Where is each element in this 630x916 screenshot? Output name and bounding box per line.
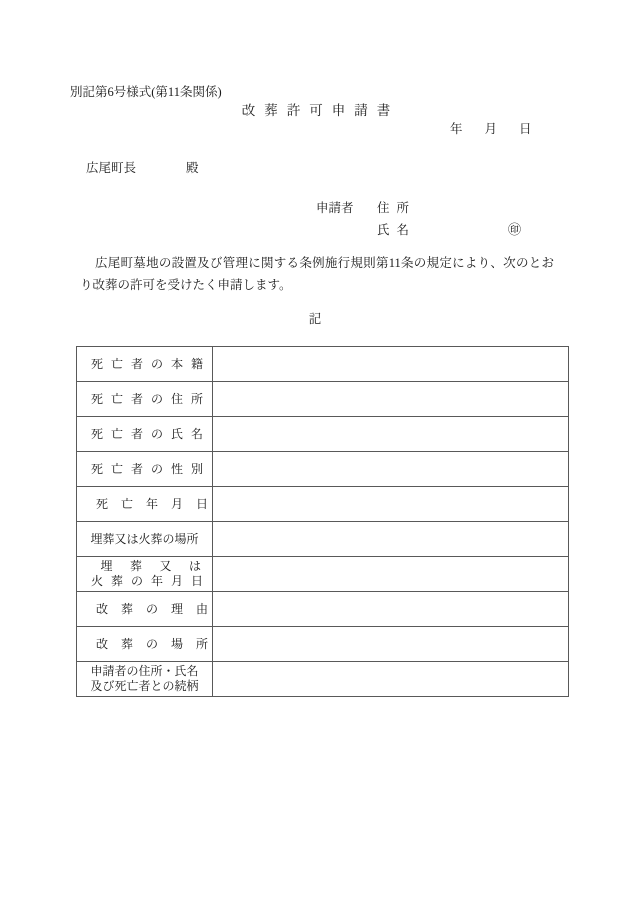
table-row (77, 592, 569, 627)
table-row-value[interactable] (213, 557, 569, 592)
table-row (77, 347, 569, 382)
table-row-label-text: 死亡者の氏名 (91, 427, 212, 441)
table-row-label (77, 627, 222, 662)
applicant-block (316, 197, 522, 241)
addressee-name: 広尾町長 (86, 161, 137, 175)
table-row (77, 662, 569, 697)
table-row-label (77, 452, 213, 487)
table-row-value[interactable] (213, 417, 569, 452)
table-row (77, 417, 569, 452)
table-row-label (77, 382, 213, 417)
seal-icon: ㊞ (508, 222, 522, 237)
table-row-label-text: 死亡者の本籍 (91, 357, 212, 371)
table-row-value[interactable] (213, 522, 569, 557)
addressee-honorific: 殿 (186, 161, 199, 175)
table-row-label-text (83, 664, 206, 694)
addressee (86, 160, 199, 177)
table-row-label (77, 347, 213, 382)
table-row-label (77, 557, 219, 592)
table-row-value[interactable] (213, 452, 569, 487)
table-row-label (77, 522, 213, 557)
table-row-label (77, 662, 213, 697)
applicant-group-label: 申請者 (316, 201, 354, 215)
table-row-label-line2: 及び死亡者との続柄 (90, 679, 199, 693)
date-blank-line (428, 121, 554, 138)
table-row (77, 557, 569, 592)
table-row (77, 487, 569, 522)
form-number: 別記第6号様式(第11条関係) (70, 85, 222, 99)
applicant-address-label: 住所 (377, 201, 417, 215)
table-row-label (77, 487, 222, 522)
table-row-label-text: 埋葬又は火葬の場所 (90, 532, 199, 546)
ki-marker: 記 (308, 312, 322, 326)
table-row-label-text: 改葬の理由 (96, 602, 222, 616)
date-blank-text: 年月日 (450, 122, 554, 136)
applicant-name-label: 氏名 (377, 223, 417, 237)
table-row-label-line1: 申請者の住所・氏名 (90, 664, 199, 678)
table-row-label (77, 417, 213, 452)
page-title-text: 改葬許可申請書 (241, 103, 400, 118)
table-row-value[interactable] (213, 662, 569, 697)
page-title (0, 102, 630, 120)
table-row (77, 627, 569, 662)
table-row-label-text: 死亡年月日 (96, 497, 222, 511)
application-table (76, 346, 569, 697)
table-row-label (77, 592, 222, 627)
table-row-value[interactable] (213, 347, 569, 382)
table-row-value[interactable] (213, 382, 569, 417)
table-row-label-text: 改葬の場所 (96, 637, 222, 651)
table-row-label-text (83, 559, 219, 589)
table-row-label-line1: 埋葬又は (100, 559, 219, 573)
body-paragraph: 広尾町墓地の設置及び管理に関する条例施行規則第11条の規定により、次のとおり改葬の許可を受けたく申請します。 (80, 256, 554, 292)
table-row-value[interactable] (213, 487, 569, 522)
applicant-name-row (316, 219, 522, 241)
table-row-label-text: 死亡者の住所 (91, 392, 212, 406)
table-row-value[interactable] (213, 627, 569, 662)
applicant-address-row (316, 197, 416, 219)
table-row (77, 452, 569, 487)
table-row (77, 522, 569, 557)
table-row-value[interactable] (213, 592, 569, 627)
table-row-label-text: 死亡者の性別 (91, 462, 212, 476)
table-row (77, 382, 569, 417)
application-table-body (77, 347, 569, 697)
table-row-label-line2: 火葬の年月日 (91, 574, 212, 588)
